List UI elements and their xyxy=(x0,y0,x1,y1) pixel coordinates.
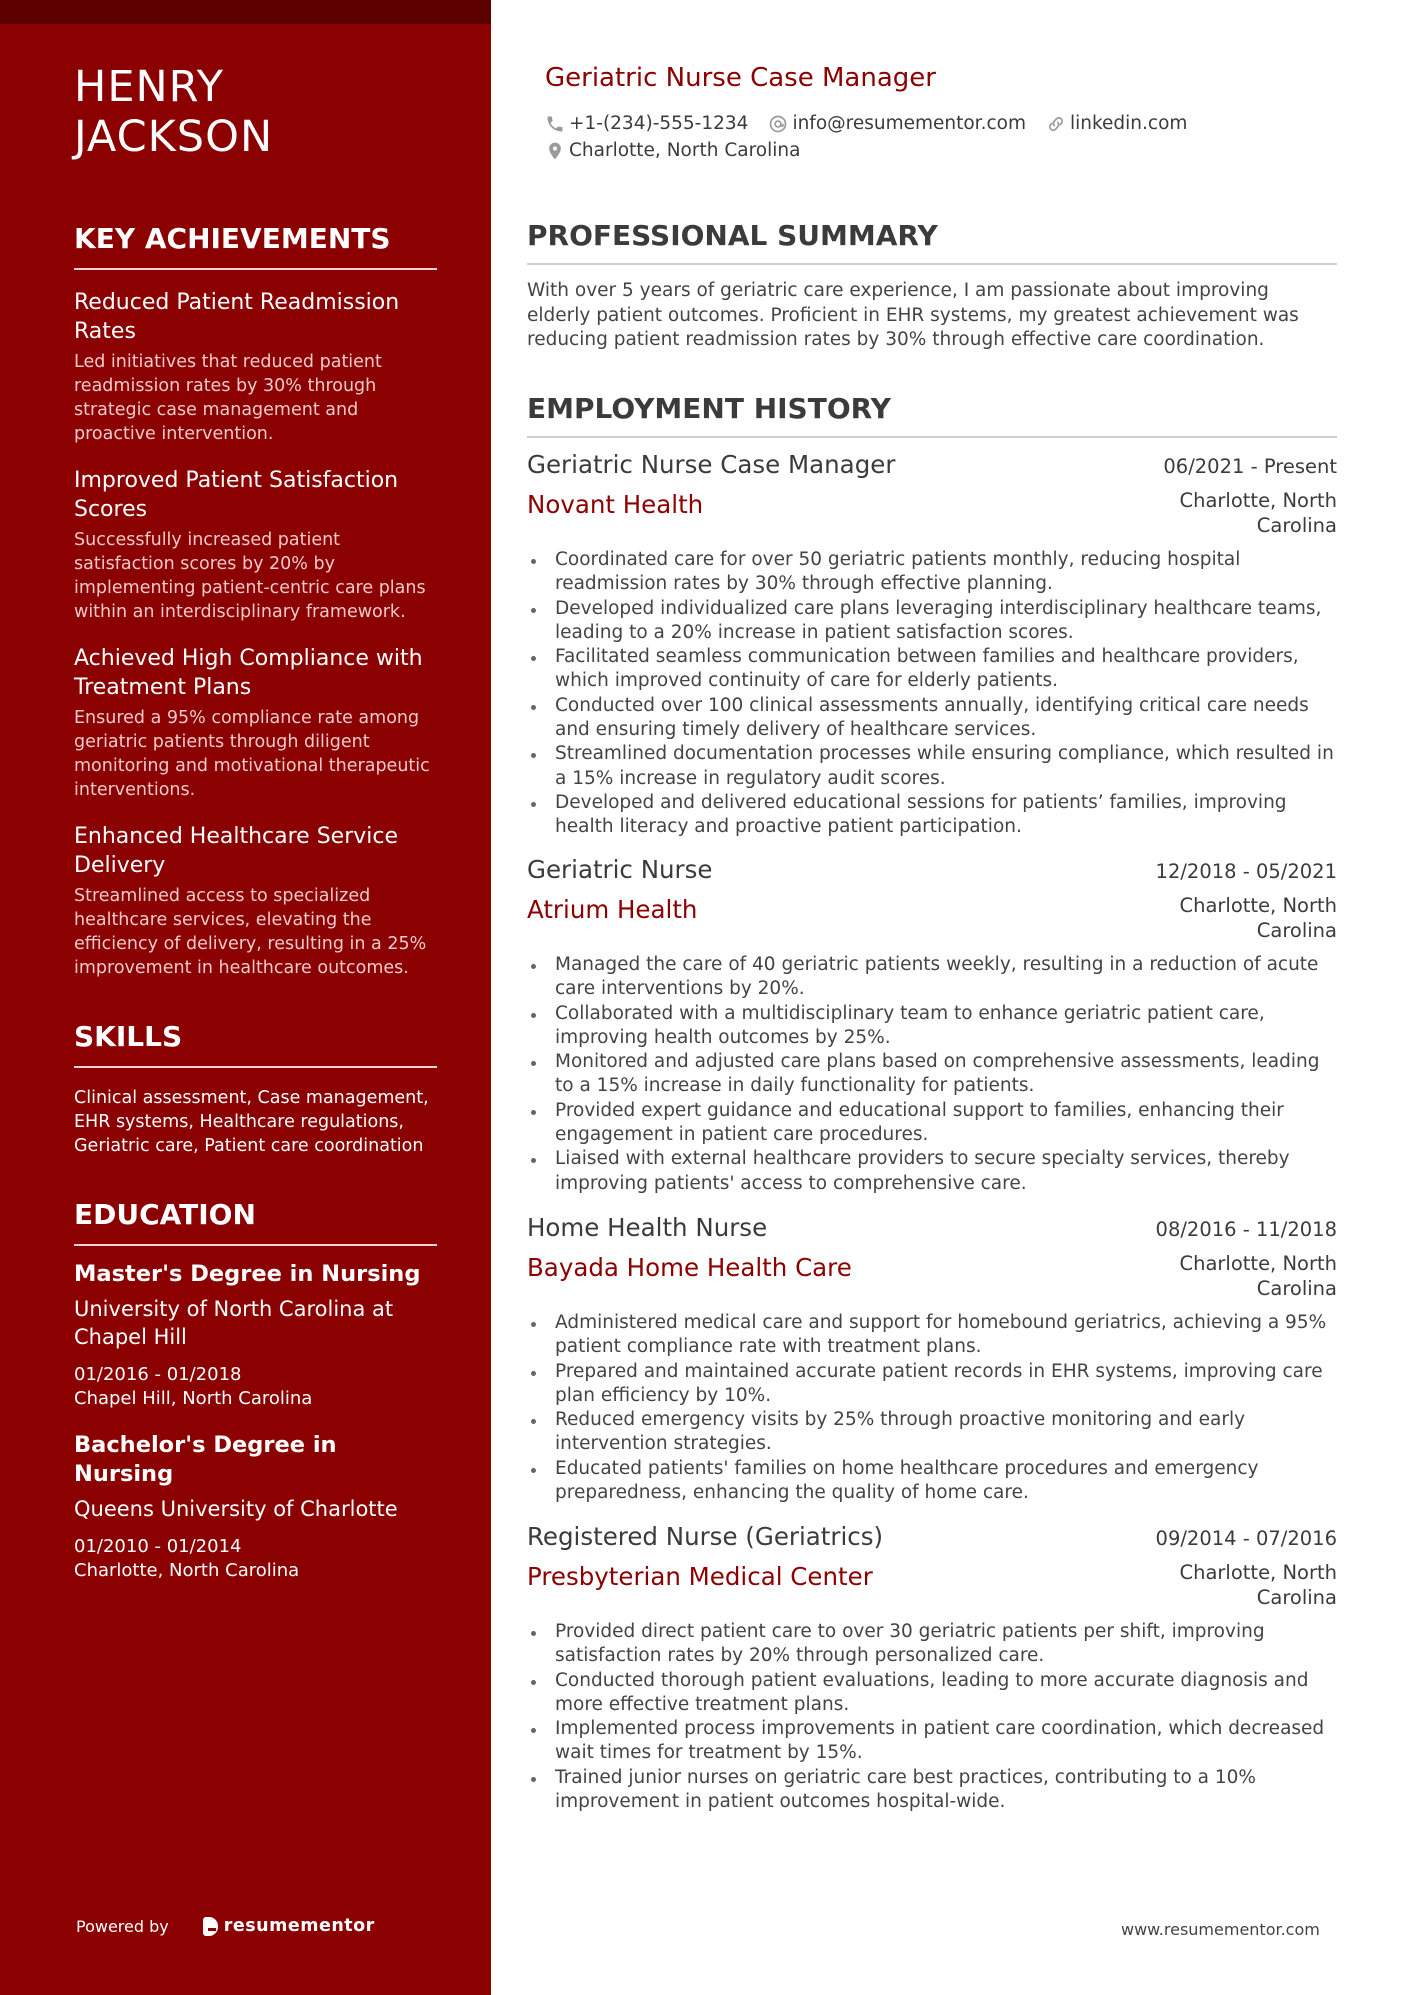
job-company: Presbyterian Medical Center xyxy=(527,1562,873,1591)
linkedin-text: linkedin.com xyxy=(1069,113,1188,134)
achievement-item xyxy=(74,288,437,446)
achievement-desc: Ensured a 95% compliance rate among geriatric patients through diligent monitoring and motivational therapeutic interventions. xyxy=(74,708,430,800)
job-role: Home Health Nurse xyxy=(527,1213,768,1242)
employment-heading: EMPLOYMENT HISTORY xyxy=(527,392,1337,438)
email-text: info@resumementor.com xyxy=(792,113,1026,134)
job-bullet: Provided expert guidance and educational support to families, enhancing their engagement in patient care procedures. xyxy=(555,1099,1337,1148)
job-header xyxy=(527,449,1337,483)
job-bullet: Administered medical care and support for homebound geriatrics, achieving a 95% patient compliance rate with treatment plans. xyxy=(555,1311,1337,1360)
job-bullet: Implemented process improvements in patient care coordination, which decreased wait times for treatment by 15%. xyxy=(555,1717,1337,1766)
achievement-item xyxy=(74,466,437,624)
footer-url[interactable]: www.resumementor.com xyxy=(1121,1920,1320,1939)
resumementor-logo-icon xyxy=(203,1917,218,1936)
brand-name: resumementor xyxy=(223,1916,375,1936)
job-bullet: Collaborated with a multidisciplinary team to enhance geriatric patient care, improving health outcomes by 25%. xyxy=(555,1002,1337,1051)
achievement-title: Enhanced Healthcare Service Delivery xyxy=(74,824,399,878)
job-location: Charlotte, North Carolina xyxy=(1179,1252,1337,1300)
job-bullet: Educated patients' families on home healthcare procedures and emergency preparedness, enhancing the quality of home care. xyxy=(555,1457,1337,1506)
job-bullet: Prepared and maintained accurate patient records in EHR systems, improving care plan efficiency by 10%. xyxy=(555,1360,1337,1409)
summary-heading: PROFESSIONAL SUMMARY xyxy=(527,219,1337,265)
job-entry xyxy=(527,1212,1337,1505)
summary-text: With over 5 years of geriatric care experience, I am passionate about improving elderly patient outcomes. Proficient in EHR systems, my greatest achievement was reducing patient readmission rates by 30% through effective care coordination. xyxy=(527,280,1299,350)
job-subheader xyxy=(527,1252,1337,1301)
job-header xyxy=(527,1521,1337,1555)
job-bullet: Conducted over 100 clinical assessments annually, identifying critical care needs and ensuring timely delivery of healthcare services. xyxy=(555,694,1337,743)
education-item xyxy=(74,1431,437,1583)
job-bullet: Coordinated care for over 50 geriatric patients monthly, reducing hospital readmission rates by 30% through effective planning. xyxy=(555,548,1337,597)
sidebar-content xyxy=(74,62,437,1583)
job-bullet: Streamlined documentation processes while ensuring compliance, which resulted in a 15% increase in regulatory audit scores. xyxy=(555,742,1337,791)
location-text: Charlotte, North Carolina xyxy=(569,140,801,161)
achievement-desc: Led initiatives that reduced patient readmission rates by 30% through strategic case management and proactive intervention. xyxy=(74,352,382,444)
job-bullets xyxy=(527,953,1337,1196)
job-header xyxy=(527,854,1337,888)
job-company: Novant Health xyxy=(527,490,704,519)
job-company: Atrium Health xyxy=(527,895,698,924)
job-role: Geriatric Nurse xyxy=(527,855,713,884)
sidebar xyxy=(0,0,491,1995)
edu-school: University of North Carolina at Chapel Hill xyxy=(74,1297,394,1349)
job-bullet: Managed the care of 40 geriatric patients weekly, resulting in a reduction of acute care interventions by 20%. xyxy=(555,953,1337,1002)
job-location: Charlotte, North Carolina xyxy=(1179,1561,1337,1609)
achievements-heading: KEY ACHIEVEMENTS xyxy=(74,222,437,270)
job-bullet: Monitored and adjusted care plans based on comprehensive assessments, leading to a 15% increase in daily functionality for patients. xyxy=(555,1050,1337,1099)
job-role: Geriatric Nurse Case Manager xyxy=(527,450,896,479)
job-role: Registered Nurse (Geriatrics) xyxy=(527,1522,884,1551)
job-location: Charlotte, North Carolina xyxy=(1179,894,1337,942)
job-header xyxy=(527,1212,1337,1246)
job-bullet: Developed and delivered educational sessions for patients’ families, improving health literacy and proactive patient participation. xyxy=(555,791,1337,840)
edu-dates: 01/2010 - 01/2014 xyxy=(74,1536,242,1557)
contact-row-1 xyxy=(545,113,1207,134)
achievement-title: Reduced Patient Readmission Rates xyxy=(74,290,400,344)
contact-location xyxy=(545,140,800,161)
job-entry xyxy=(527,854,1337,1196)
phone-text: +1-(234)-555-1234 xyxy=(569,113,749,134)
achievement-title: Improved Patient Satisfaction Scores xyxy=(74,468,399,522)
phone-icon xyxy=(545,114,565,134)
link-icon xyxy=(1046,114,1066,134)
contact-phone[interactable] xyxy=(545,113,748,134)
job-subheader xyxy=(527,1561,1337,1610)
name-last: JACKSON xyxy=(74,112,274,162)
job-bullet: Provided direct patient care to over 30 geriatric patients per shift, improving satisfaction rates by 20% through personalized care. xyxy=(555,1620,1337,1669)
job-bullet: Liaised with external healthcare providers to secure specialty services, thereby improving patients' access to comprehensive care. xyxy=(555,1147,1337,1196)
edu-dates-location xyxy=(74,1535,437,1583)
skills-list: Clinical assessment, Case management, EHR systems, Healthcare regulations, Geriatric care, Patient care coordination xyxy=(74,1088,429,1156)
job-entry xyxy=(527,449,1337,840)
edu-dates: 01/2016 - 01/2018 xyxy=(74,1364,242,1385)
candidate-name xyxy=(74,62,437,162)
skills-heading: SKILLS xyxy=(74,1020,437,1068)
achievement-item xyxy=(74,822,437,980)
edu-school: Queens University of Charlotte xyxy=(74,1497,398,1521)
edu-location: Chapel Hill, North Carolina xyxy=(74,1388,313,1409)
job-subheader xyxy=(527,489,1337,538)
job-entry xyxy=(527,1521,1337,1814)
edu-degree: Master's Degree in Nursing xyxy=(74,1261,421,1287)
achievement-item xyxy=(74,644,437,802)
job-bullets xyxy=(527,1620,1337,1814)
name-first: HENRY xyxy=(74,62,225,112)
job-bullet: Reduced emergency visits by 25% through proactive monitoring and early intervention strategies. xyxy=(555,1408,1337,1457)
job-bullet: Facilitated seamless communication between families and healthcare providers, which improved continuity of care for elderly patients. xyxy=(555,645,1337,694)
job-bullet: Developed individualized care plans leveraging interdisciplinary healthcare teams, leading to a 20% increase in patient satisfaction scores. xyxy=(555,597,1337,646)
job-bullets xyxy=(527,548,1337,840)
contact-linkedin[interactable] xyxy=(1046,113,1187,134)
edu-location: Charlotte, North Carolina xyxy=(74,1560,300,1581)
job-bullet: Conducted thorough patient evaluations, leading to more accurate diagnosis and more effective treatment plans. xyxy=(555,1669,1337,1718)
job-dates: 06/2021 - Present xyxy=(1163,455,1337,478)
job-location: Charlotte, North Carolina xyxy=(1179,489,1337,537)
powered-by xyxy=(76,1916,375,1936)
at-icon xyxy=(768,114,788,134)
job-subheader xyxy=(527,894,1337,943)
edu-degree: Bachelor's Degree in Nursing xyxy=(74,1432,337,1487)
job-company: Bayada Home Health Care xyxy=(527,1253,852,1282)
achievement-desc: Successfully increased patient satisfaction scores by 20% by implementing patient-centric care plans within an interdisciplinary framework. xyxy=(74,530,426,622)
education-heading: EDUCATION xyxy=(74,1198,437,1246)
sidebar-top-bar xyxy=(0,0,491,24)
job-dates: 12/2018 - 05/2021 xyxy=(1155,860,1337,883)
headline-title: Geriatric Nurse Case Manager xyxy=(545,63,936,93)
location-pin-icon xyxy=(545,141,565,161)
powered-by-label: Powered by xyxy=(76,1916,169,1936)
edu-dates-location xyxy=(74,1363,437,1411)
job-bullet: Trained junior nurses on geriatric care best practices, contributing to a 10% improvement in patient outcomes hospital-wide. xyxy=(555,1766,1337,1815)
job-dates: 09/2014 - 07/2016 xyxy=(1155,1527,1337,1550)
education-item xyxy=(74,1260,437,1411)
achievement-desc: Streamlined access to specialized healthcare services, elevating the efficiency of delivery, resulting in a 25% improvement in healthcare outcomes. xyxy=(74,886,427,978)
achievement-title: Achieved High Compliance with Treatment Plans xyxy=(74,646,423,700)
job-dates: 08/2016 - 11/2018 xyxy=(1155,1218,1337,1241)
job-bullets xyxy=(527,1311,1337,1505)
contact-row-2 xyxy=(545,140,820,161)
contact-email[interactable] xyxy=(768,113,1026,134)
